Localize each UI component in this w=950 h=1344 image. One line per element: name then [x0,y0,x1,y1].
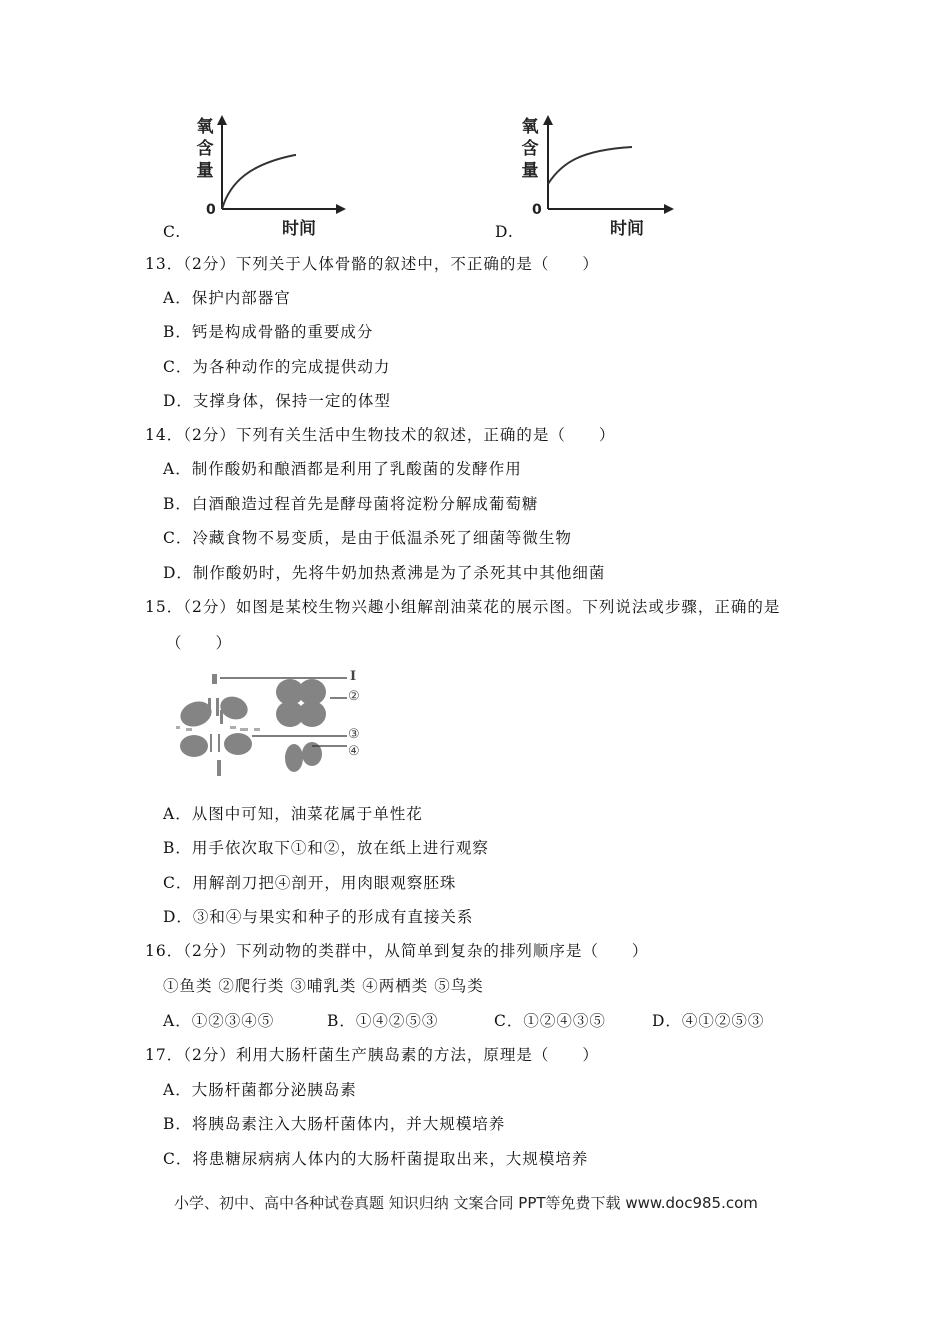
question-14-option-a: A．制作酸奶和酿酒都是利用了乳酸菌的发酵作用 [163,460,522,478]
question-16-groups: ①鱼类 ②爬行类 ③哺乳类 ④两栖类 ⑤鸟类 [163,977,484,995]
question-17-option-c: C．将患糖尿病病人体内的大肠杆菌提取出来，大规模培养 [163,1150,589,1168]
option-label-d: D. [495,223,514,241]
option-label-c: C. [163,223,182,241]
question-15-option-d: D．③和④与果实和种子的形成有直接关系 [163,908,474,926]
question-16-option-d: D．④①②⑤③ [652,1012,765,1030]
question-17-option-a: A．大肠杆菌都分泌胰岛素 [163,1081,357,1099]
question-16-option-c: C．①②④③⑤ [494,1012,606,1030]
question-15-stem: 15．（2分）如图是某校生物兴趣小组解剖油菜花的展示图。下列说法或步骤，正确的是 [145,598,781,616]
question-17-option-b: B．将胰岛素注入大肠杆菌体内，并大规模培养 [163,1115,506,1133]
figure-label-4: ④ [348,744,360,759]
question-13-option-c: C．为各种动作的完成提供动力 [163,358,391,376]
graph-d [492,112,692,240]
question-14-stem: 14．（2分）下列有关生活中生物技术的叙述，正确的是（ ） [145,426,616,444]
figure-label-2: ② [348,689,360,704]
figure-label-1: I [350,669,357,684]
question-14-option-b: B．白酒酿造过程首先是酵母菌将淀粉分解成葡萄糖 [163,495,539,513]
question-13-option-d: D．支撑身体，保持一定的体型 [163,392,391,410]
graph-d-origin: 0 [532,202,542,218]
page-footer: 小学、初中、高中各种试卷真题 知识归纳 文案合同 PPT等免费下载 www.doc985.com [174,1194,758,1212]
ylabel-char: 量 [521,161,539,181]
question-14-option-d: D．制作酸奶时，先将牛奶加热煮沸是为了杀死其中其他细菌 [163,564,606,582]
question-16-stem: 16．（2分）下列动物的类群中，从简单到复杂的排列顺序是（ ） [145,942,649,960]
question-15-option-c: C．用解剖刀把④剖开，用肉眼观察胚珠 [163,874,457,892]
graph-d-xlabel: 时间 [610,219,644,239]
flower-dissection-image [172,668,372,783]
question-14-option-c: C．冷藏食物不易变质，是由于低温杀死了细菌等微生物 [163,529,572,547]
ylabel-char: 氧 [196,117,214,137]
question-15-option-a: A．从图中可知，油菜花属于单性花 [163,805,423,823]
question-13-option-b: B．钙是构成骨骼的重要成分 [163,323,374,341]
graph-c [160,112,360,240]
question-15-stem-cont: （ ） [166,634,233,652]
question-15-option-b: B．用手依次取下①和②，放在纸上进行观察 [163,839,489,857]
ylabel-char: 氧 [521,117,539,137]
figure-label-3: ③ [348,727,360,742]
graph-d-axes [492,112,692,222]
ylabel-char: 量 [196,161,214,181]
graph-c-axes [160,112,360,222]
graph-c-origin: 0 [206,202,216,218]
graph-c-curve [222,155,296,209]
graph-c-xlabel: 时间 [282,219,316,239]
question-17-stem: 17．（2分）利用大肠杆菌生产胰岛素的方法，原理是（ ） [145,1046,599,1064]
ylabel-char: 含 [521,139,539,159]
graph-d-curve [548,147,632,184]
question-16-option-a: A．①②③④⑤ [163,1012,275,1030]
rapeseed-flower-figure [172,668,372,783]
question-13-option-a: A．保护内部器官 [163,289,291,307]
question-16-option-b: B．①④②⑤③ [327,1012,439,1030]
ylabel-char: 含 [196,139,214,159]
question-13-stem: 13．（2分）下列关于人体骨骼的叙述中，不正确的是（ ） [145,255,599,273]
